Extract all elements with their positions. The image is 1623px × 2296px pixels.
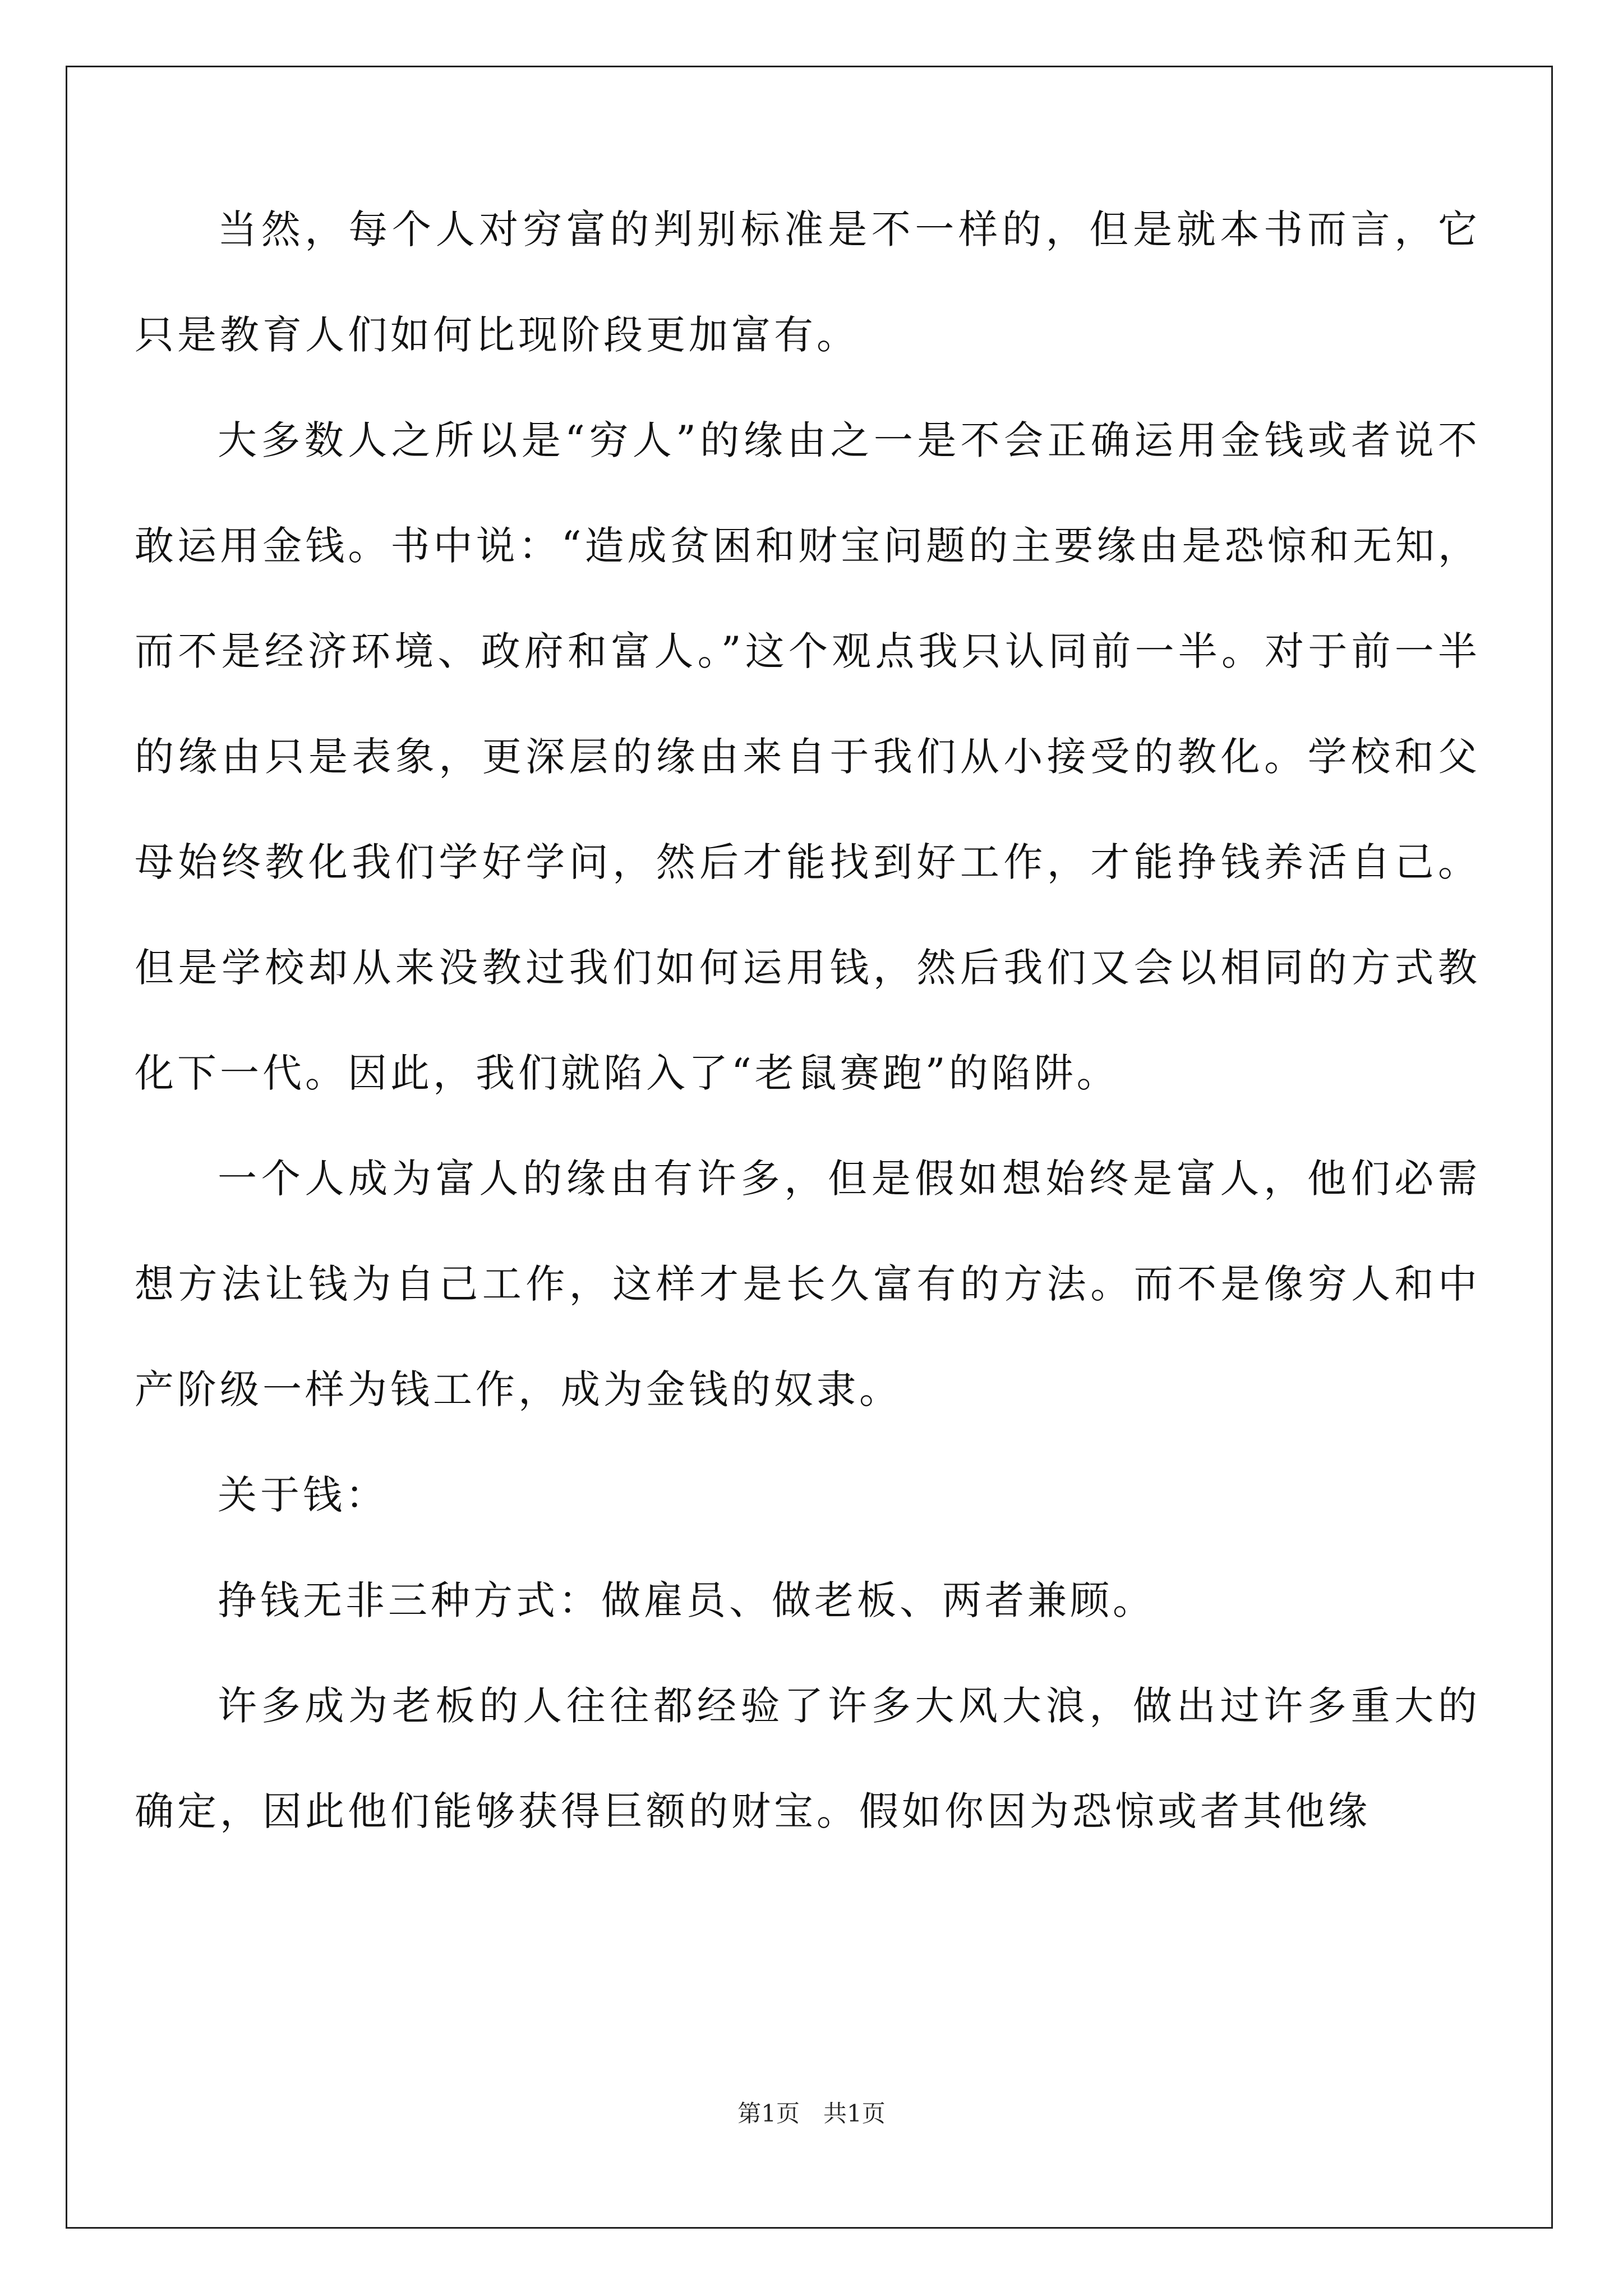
document-body xyxy=(135,177,1481,1864)
paragraph-5: 挣钱无非三种方式：做雇员、做老板、两者兼顾。 xyxy=(218,1577,1155,1623)
paragraph-1: 当然，每个人对穷富的判别标准是不一样的，但是就本书而言，它只是教育人们如何比现阶段更加富有。 xyxy=(135,206,1481,358)
paragraph-2: 大多数人之所以是“穷人”的缘由之一是不会正确运用金钱或者说不敢运用金钱。书中说：“造成贫困和财宝问题的主要缘由是恐惊和无知，而不是经济环境、政府和富人。”这个观点我只认同前一半。对于前一半的缘由只是表象，更深层的缘由来自于我们从小接受的教化。学校和父母始终教化我们学好学问，然后才能找到好工作，才能挣钱养活自己。但是学校却从来没教过我们如何运用钱，然后我们又会以相同的方式教化下一代。因此，我们就陷入了“老鼠赛跑”的陷阱。 xyxy=(135,417,1481,1096)
paragraph-4: 关于钱： xyxy=(218,1472,388,1518)
paragraph-3: 一个人成为富人的缘由有许多，但是假如想始终是富人，他们必需想方法让钱为自己工作，这样才是长久富有的方法。而不是像穷人和中产阶级一样为钱工作，成为金钱的奴隶。 xyxy=(135,1156,1481,1412)
paragraph-6: 许多成为老板的人往往都经验了许多大风大浪，做出过许多重大的确定，因此他们能够获得巨额的财宝。假如你因为恐惊或者其他缘 xyxy=(135,1683,1481,1834)
page-footer: 第1页 共1页 xyxy=(737,2100,886,2127)
